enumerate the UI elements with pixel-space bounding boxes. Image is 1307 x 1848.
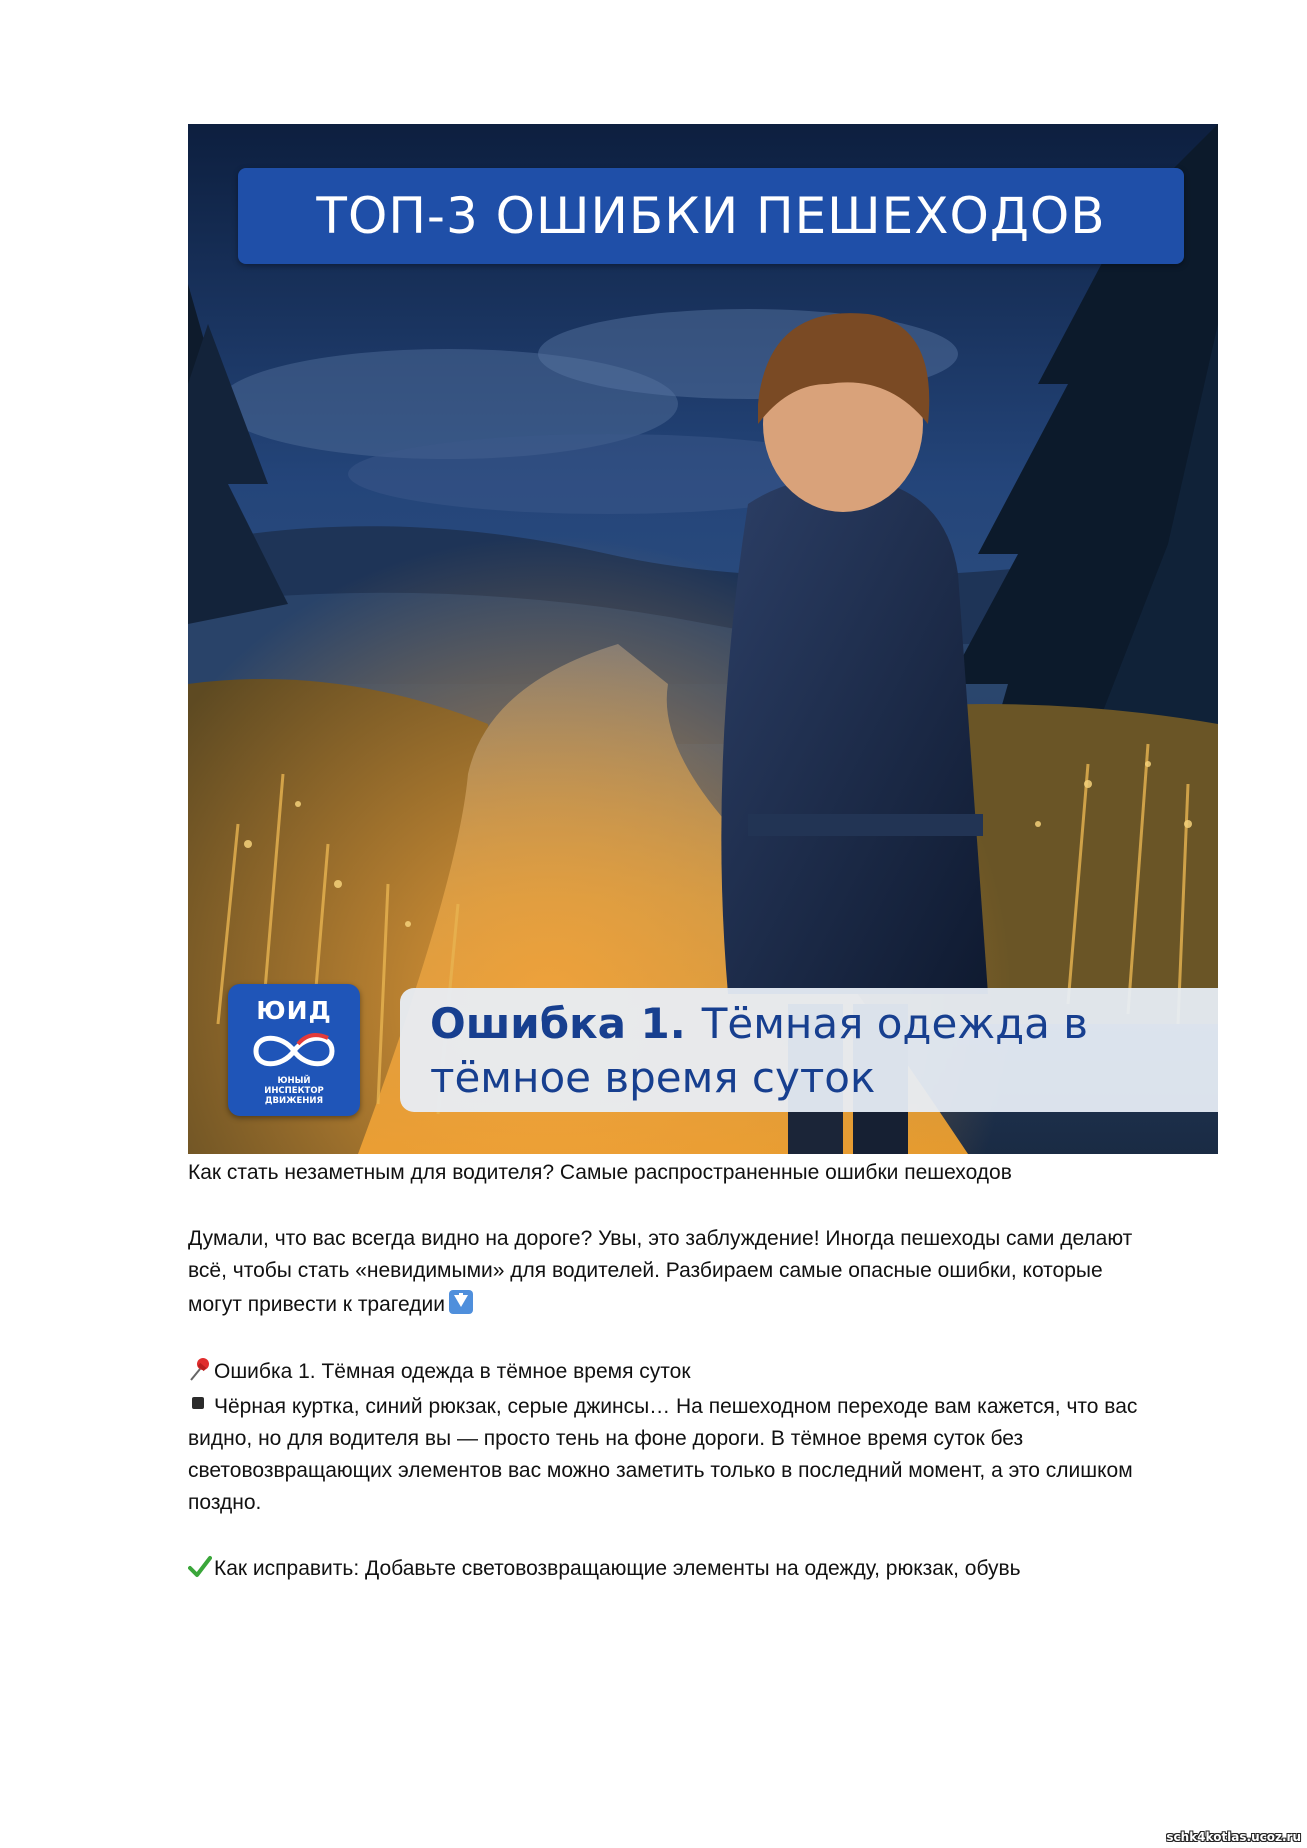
title-banner (238, 168, 1184, 264)
yuid-logo (228, 984, 360, 1116)
mistake-heading (188, 1356, 691, 1387)
black-square-icon (192, 1397, 204, 1409)
check-mark-icon (188, 1555, 212, 1579)
poster-title: ТОП-3 ОШИБКИ ПЕШЕХОДОВ (316, 187, 1106, 245)
fix-line (188, 1554, 1021, 1584)
poster-image (188, 124, 1218, 1154)
detail-line-text: Чёрная куртка, синий рюкзак, серые джинсы… На пешеходном переходе вам кажется, что вас (214, 1395, 1138, 1418)
caption-bold: Ошибка 1. (430, 999, 686, 1048)
lead-line: Думали, что вас всегда видно на дороге? Увы, это заблуждение! Иногда пешеходы сами делают (188, 1227, 1133, 1250)
pushpin-icon (188, 1356, 212, 1382)
site-watermark: schk4kotlas.ucoz.ru (1166, 1830, 1301, 1844)
caption-line-1 (430, 998, 1088, 1050)
caption-bar (400, 988, 1218, 1112)
caption-line-2: тёмное время суток (430, 1053, 876, 1102)
lead-line: всё, чтобы стать «невидимыми» для водителей. Разбираем самые опасные ошибки, которые (188, 1259, 1103, 1282)
logo-abbreviation: ЮИД (256, 996, 332, 1025)
detail-line: видно, но для водителя вы — просто тень на фоне дороги. В тёмное время суток без (188, 1427, 1024, 1450)
lead-line-text: могут привести к трагедии (188, 1293, 445, 1316)
down-arrow-icon (449, 1290, 473, 1314)
detail-line: световозвращающих элементов вас можно заметить только в последний момент, а это слишком (188, 1459, 1133, 1482)
detail-line-first (188, 1392, 1137, 1422)
caption-rest: Тёмная одежда в (701, 999, 1089, 1048)
intro-text: Как стать незаметным для водителя? Самые распространенные ошибки пешеходов (188, 1161, 1012, 1184)
infinity-logo-icon (248, 1030, 340, 1072)
mistake-heading-text: Ошибка 1. Тёмная одежда в тёмное время суток (214, 1360, 691, 1383)
logo-name: ЮНЫЙ ИНСПЕКТОР ДВИЖЕНИЯ (264, 1076, 324, 1106)
lead-line-last (188, 1290, 473, 1320)
detail-line: поздно. (188, 1491, 262, 1514)
fix-text: Как исправить: Добавьте световозвращающие элементы на одежду, рюкзак, обувь (214, 1557, 1021, 1580)
